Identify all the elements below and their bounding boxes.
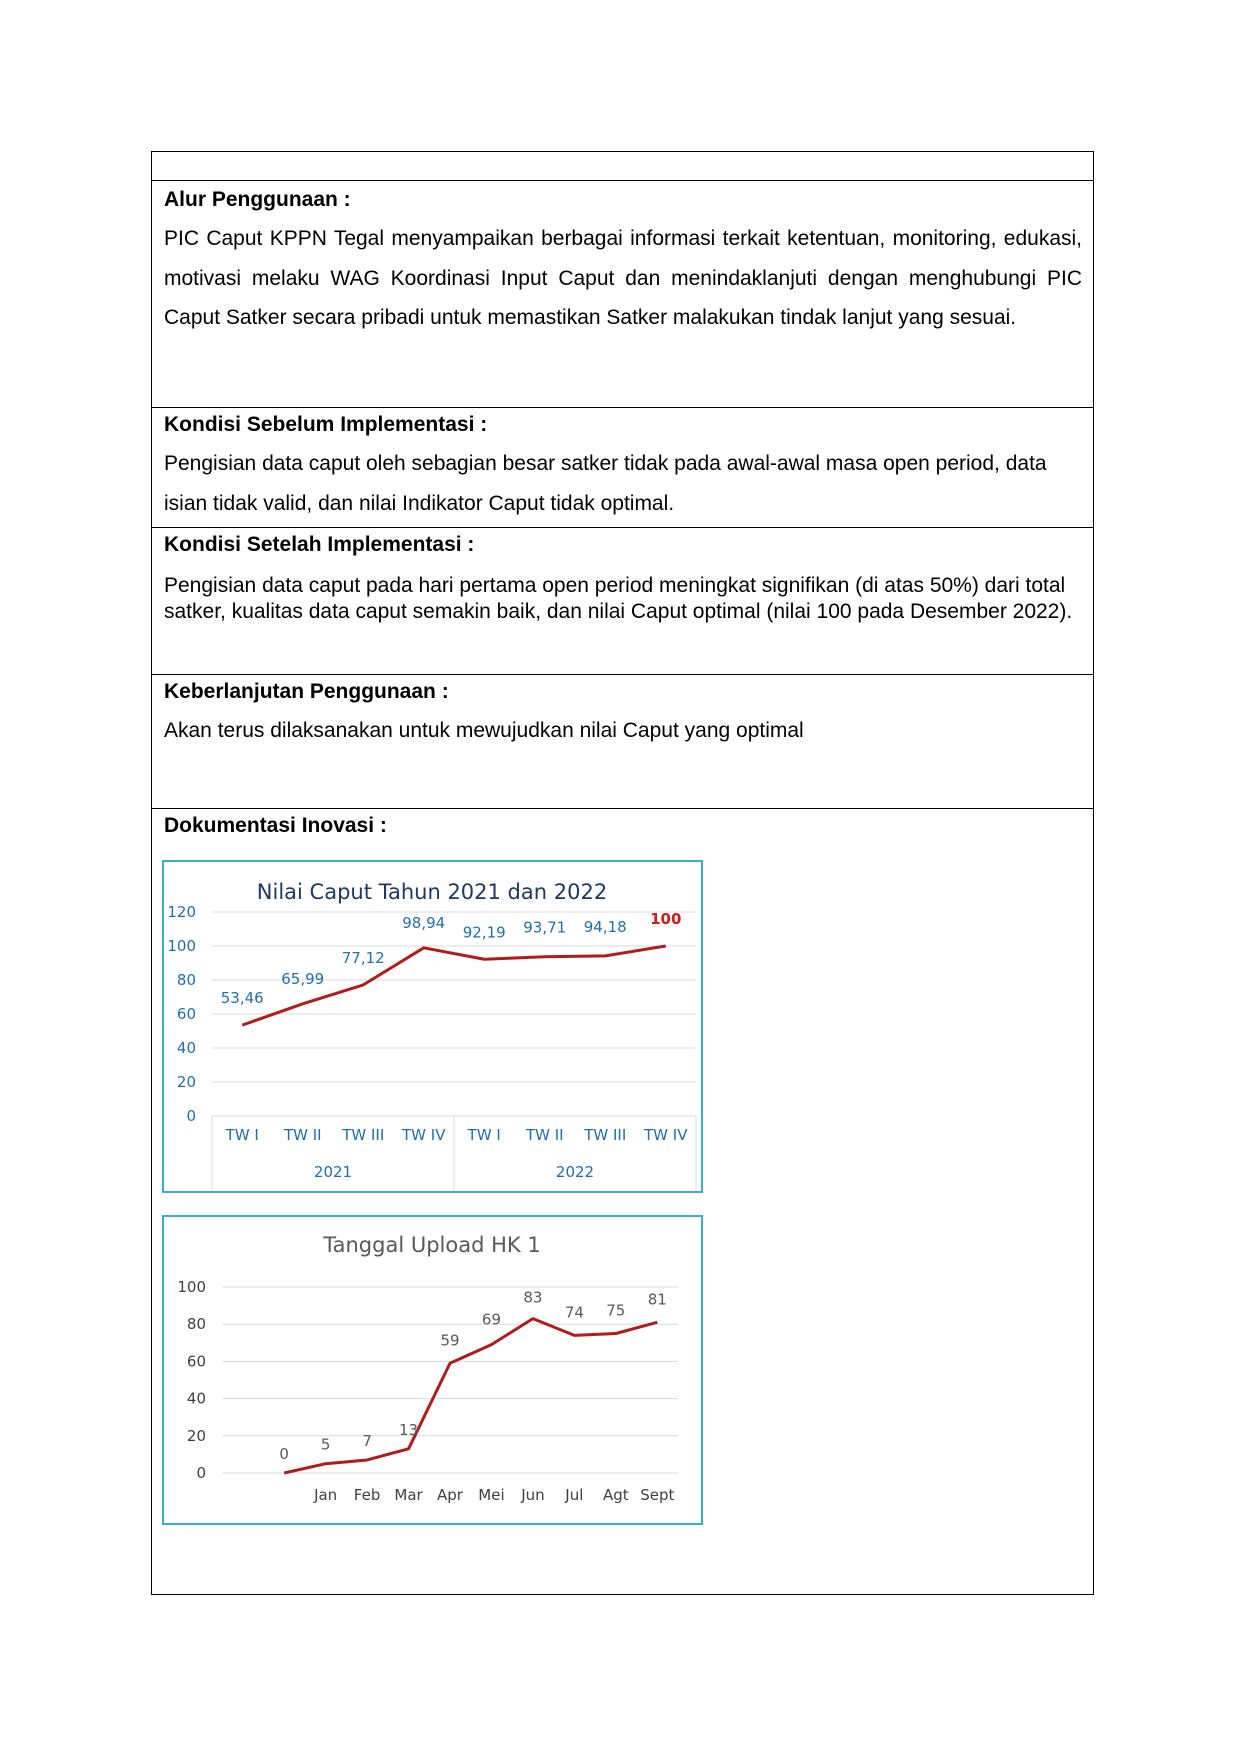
x-tick-label: Agt: [602, 1486, 629, 1504]
y-tick-label: 100: [177, 1278, 206, 1296]
y-tick-label: 120: [167, 903, 196, 921]
section-heading-sebelum: Kondisi Sebelum Implementasi :: [164, 413, 488, 436]
data-label: 59: [440, 1331, 460, 1350]
x-tick-label: Jul: [565, 1486, 584, 1504]
chart-tanggal-upload-svg: [164, 1217, 701, 1523]
x-group-label: 2021: [313, 1163, 353, 1181]
x-tick-label: TW III: [584, 1126, 627, 1144]
x-tick-label: TW II: [283, 1126, 322, 1144]
chart-title: Nilai Caput Tahun 2021 dan 2022: [256, 880, 608, 904]
y-tick-label: 60: [186, 1352, 206, 1371]
y-tick-label: 80: [186, 1315, 206, 1334]
y-tick-label: 20: [176, 1073, 196, 1091]
section-body-keberlanjutan: Akan terus dilaksanakan untuk mewujudkan nilai Caput yang optimal: [164, 719, 804, 742]
data-label: 65,99: [281, 969, 325, 988]
section-body-alur: PIC Caput KPPN Tegal menyampaikan berbagai informasi terkait ketentuan, monitoring, edukasi, motivasi melaku WAG Koordinasi Input Caput dan menindaklanjuti dengan menghubungi PIC Caput Satker secara pribadi untuk memastikan Satker malakukan tindak lanjut yang sesuai.: [164, 227, 1082, 329]
x-tick-label: Apr: [437, 1486, 463, 1504]
data-label: 81: [647, 1290, 667, 1309]
data-label: 7: [362, 1431, 372, 1450]
x-tick-label: Jun: [521, 1486, 545, 1504]
series-line: [284, 1319, 657, 1473]
x-tick-label: TW I: [467, 1126, 501, 1144]
section-alur: [152, 180, 1093, 407]
section-heading-keberlanjutan: Keberlanjutan Penggunaan :: [164, 680, 449, 703]
y-tick-label: 60: [176, 1005, 196, 1023]
y-tick-label: 80: [176, 971, 196, 989]
data-label: 5: [320, 1435, 331, 1454]
section-body-sebelum: Pengisian data caput oleh sebagian besar satker tidak pada awal-awal masa open period, data isian tidak valid, dan nilai Indikator Caput tidak optimal.: [164, 452, 1047, 515]
x-tick-label: Feb: [353, 1486, 381, 1504]
section-dokumentasi: [152, 808, 1093, 1595]
x-group-label: 2022: [555, 1163, 595, 1181]
data-label: 0: [279, 1445, 289, 1463]
section-heading-alur: Alur Penggunaan :: [164, 188, 351, 211]
data-label: 69: [481, 1310, 502, 1329]
chart-nilai-caput-svg: [164, 862, 701, 1191]
data-label: 100: [650, 910, 682, 928]
y-tick-label: 0: [186, 1107, 196, 1125]
x-tick-label: Jan: [314, 1486, 338, 1504]
section-setelah: [152, 527, 1093, 674]
chart-title: Tanggal Upload HK 1: [323, 1233, 541, 1257]
data-label: 77,12: [341, 948, 385, 967]
data-label: 94,18: [583, 917, 627, 936]
x-tick-label: Mar: [394, 1486, 423, 1504]
x-tick-label: TW III: [342, 1126, 385, 1144]
data-label: 13: [398, 1420, 419, 1439]
data-label: 75: [606, 1301, 626, 1320]
y-tick-label: 40: [186, 1389, 206, 1408]
section-keberlanjutan: [152, 674, 1093, 808]
data-label: 83: [523, 1288, 543, 1307]
section-sebelum: [152, 407, 1093, 527]
section-body-setelah: Pengisian data caput pada hari pertama open period meningkat signifikan (di atas 50%) dari total satker, kualitas data caput semakin baik, dan nilai Caput optimal (nilai 100 pada Desember 2022).: [164, 574, 1073, 623]
x-tick-label: Mei: [478, 1486, 505, 1504]
data-label: 53,46: [220, 989, 264, 1008]
chart-tanggal-upload: [162, 1215, 703, 1525]
data-label: 74: [564, 1303, 584, 1322]
x-tick-label: TW I: [225, 1126, 259, 1144]
section-heading-setelah: Kondisi Setelah Implementasi :: [164, 533, 475, 556]
chart-nilai-caput: [162, 860, 703, 1193]
section-heading-dokumentasi: Dokumentasi Inovasi :: [164, 814, 387, 837]
x-tick-label: TW II: [525, 1126, 564, 1144]
empty-top-row: [152, 152, 1093, 180]
innovation-form-table: [151, 151, 1094, 1595]
data-label: 92,19: [462, 923, 506, 942]
y-tick-label: 20: [186, 1426, 206, 1445]
x-tick-label: TW IV: [644, 1126, 688, 1144]
y-tick-label: 40: [176, 1039, 196, 1057]
x-tick-label: TW IV: [402, 1126, 446, 1144]
data-label: 93,71: [523, 918, 567, 937]
y-tick-label: 100: [167, 937, 196, 955]
x-tick-label: Sept: [640, 1486, 675, 1504]
data-label: 98,94: [402, 913, 446, 932]
y-tick-label: 0: [196, 1464, 206, 1482]
